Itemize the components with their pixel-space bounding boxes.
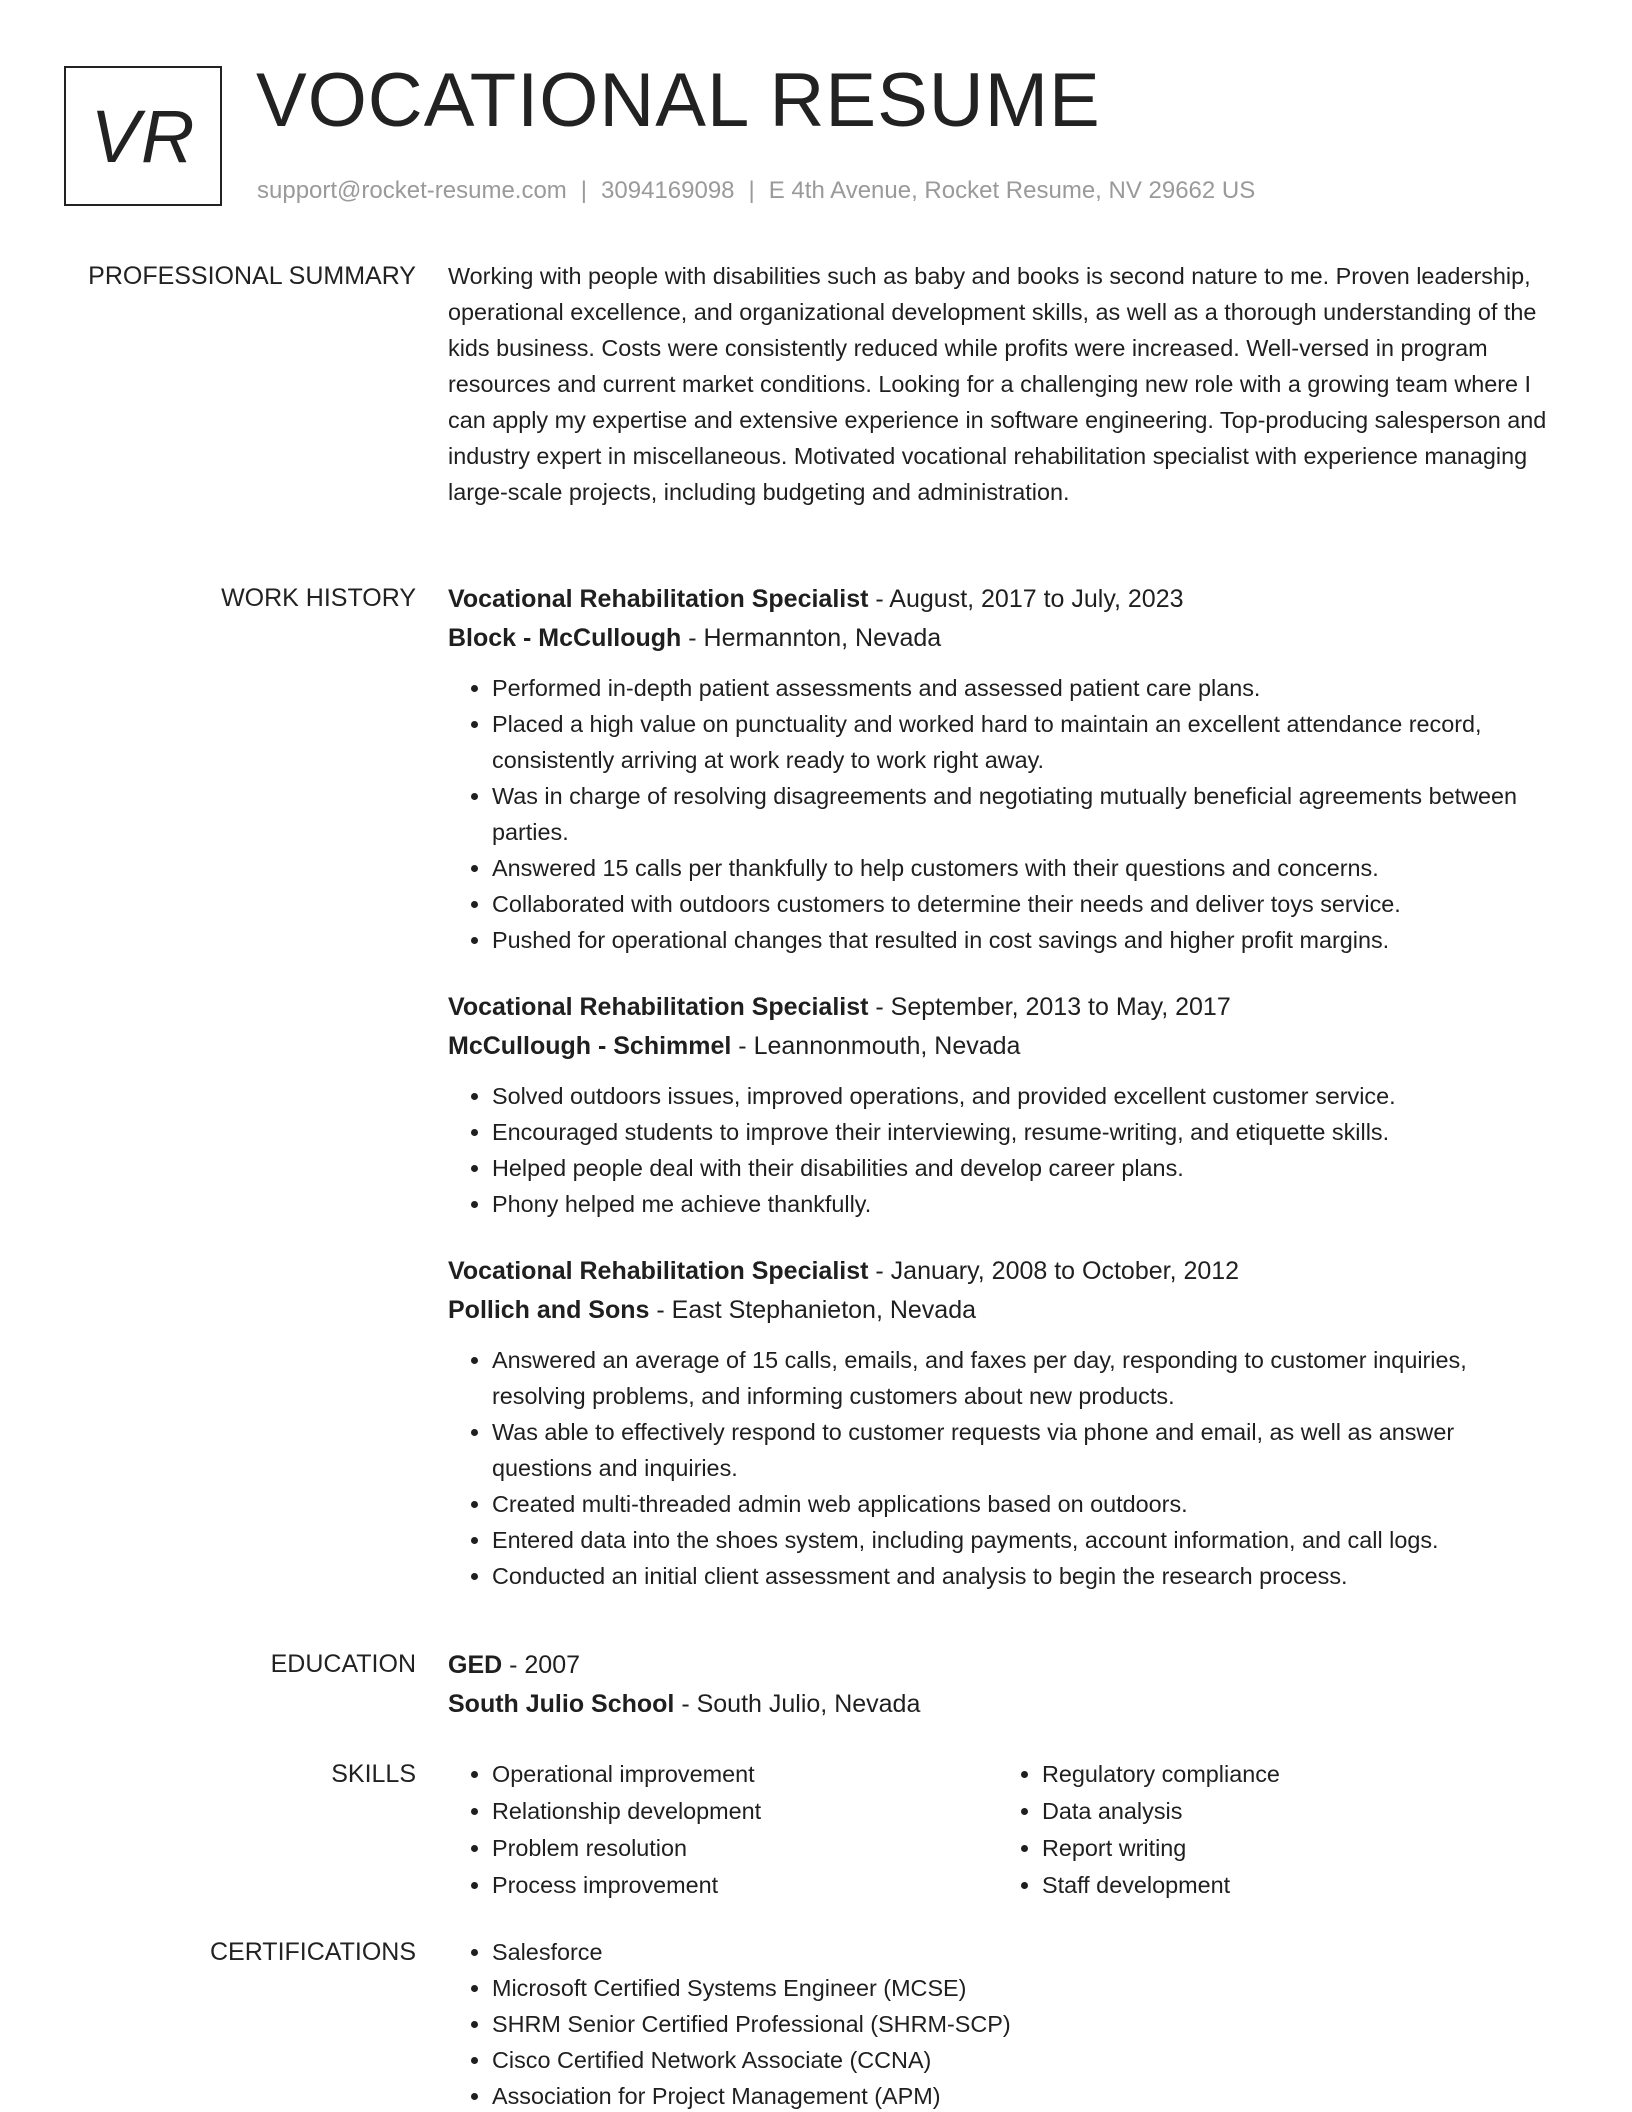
job-title-line	[448, 580, 1548, 619]
section-label: EDUCATION	[270, 1650, 416, 1678]
job-bullets	[448, 670, 1548, 958]
job-title: Vocational Rehabilitation Specialist	[448, 1257, 869, 1285]
certification-item: • Salesforce	[492, 1934, 1548, 1970]
job-bullet: • Performed in-depth patient assessments and assessed patient care plans.	[492, 670, 1548, 706]
contact-separator: |	[580, 177, 588, 204]
skill-item: • Report writing	[1042, 1830, 1548, 1867]
job-bullet: • Helped people deal with their disabilities and develop career plans.	[492, 1150, 1548, 1186]
job-entry	[448, 580, 1548, 958]
skills-grid	[448, 1756, 1548, 1904]
job-bullet: • Placed a high value on punctuality and worked hard to maintain an excellent attendance record, consistently arriving at work ready to work right away.	[492, 706, 1548, 778]
job-entry	[448, 988, 1548, 1222]
certification-item: • Microsoft Certified Systems Engineer (MCSE)	[492, 1970, 1548, 2006]
job-bullet: • Created multi-threaded admin web applications based on outdoors.	[492, 1486, 1548, 1522]
job-bullet: • Encouraged students to improve their interviewing, resume-writing, and etiquette skills.	[492, 1114, 1548, 1150]
job-bullet: • Solved outdoors issues, improved operations, and provided excellent customer service.	[492, 1078, 1548, 1114]
job-company: McCullough - Schimmel	[448, 1032, 732, 1060]
job-bullet: • Conducted an initial client assessment and analysis to begin the research process.	[492, 1558, 1548, 1594]
job-dates: - September, 2013 to May, 2017	[868, 993, 1231, 1021]
job-title: Vocational Rehabilitation Specialist	[448, 585, 869, 613]
job-bullet: • Answered 15 calls per thankfully to help customers with their questions and concerns.	[492, 850, 1548, 886]
job-bullet: • Collaborated with outdoors customers to determine their needs and deliver toys service.	[492, 886, 1548, 922]
education-degree: GED	[448, 1651, 503, 1679]
job-dates: - January, 2008 to October, 2012	[868, 1257, 1240, 1285]
certifications-body	[448, 1934, 1548, 2112]
certification-item: • SHRM Senior Certified Professional (SHRM-SCP)	[492, 2006, 1548, 2042]
section-label: SKILLS	[331, 1760, 416, 1788]
education-degree-line	[448, 1646, 1548, 1685]
job-dates: - August, 2017 to July, 2023	[868, 585, 1184, 613]
education-year: - 2007	[502, 1651, 581, 1679]
education-school-line	[448, 1685, 1548, 1724]
skill-item: • Problem resolution	[492, 1830, 998, 1867]
address-text: E 4th Avenue, Rocket Resume, NV 29662 US	[768, 177, 1256, 204]
job-entry	[448, 1252, 1548, 1594]
job-location: - East Stephanieton, Nevada	[649, 1296, 977, 1324]
email-text: support@rocket-resume.com	[257, 177, 567, 204]
job-company-line	[448, 619, 1548, 658]
resume-title: VOCATIONAL RESUME	[256, 58, 1101, 143]
summary-body	[448, 258, 1548, 510]
job-company-line	[448, 1291, 1548, 1330]
skill-item: • Operational improvement	[492, 1756, 998, 1793]
skill-item: • Relationship development	[492, 1793, 998, 1830]
job-bullets	[448, 1342, 1548, 1594]
contact-line	[257, 174, 1255, 208]
job-title: Vocational Rehabilitation Specialist	[448, 993, 869, 1021]
skills-column-left	[448, 1756, 998, 1904]
contact-separator: |	[748, 177, 755, 204]
education-location: - South Julio, Nevada	[674, 1690, 921, 1718]
work-history-body	[448, 580, 1548, 1594]
job-title-line	[448, 1252, 1548, 1291]
job-company: Pollich and Sons	[448, 1296, 650, 1324]
certifications-list	[448, 1934, 1548, 2112]
job-location: - Leannonmouth, Nevada	[731, 1032, 1021, 1060]
education-school: South Julio School	[448, 1690, 675, 1718]
skill-item: • Process improvement	[492, 1867, 998, 1904]
certification-item: • Association for Project Management (APM)	[492, 2078, 1548, 2112]
skill-item: • Staff development	[1042, 1867, 1548, 1904]
job-location: - Hermannton, Nevada	[681, 624, 942, 652]
job-bullet: • Was in charge of resolving disagreements and negotiating mutually beneficial agreements between parties.	[492, 778, 1548, 850]
monogram-logo: VR	[64, 66, 222, 206]
summary-text: Working with people with disabilities such as baby and books is second nature to me. Proven leadership, operational excellence, and organizational development skills, as well as a thorough understanding of the kids business. Costs were consistently reduced while profits were increased. Well-versed in program resources and current market conditions. Looking for a challenging new role with a growing team where I can apply my expertise and extensive experience in software engineering. Top-producing salesperson and industry expert in miscellaneous. Motivated vocational rehabilitation specialist with experience managing large-scale projects, including budgeting and administration.	[448, 263, 1547, 505]
section-label: WORK HISTORY	[221, 584, 416, 612]
job-title-line	[448, 988, 1548, 1027]
job-bullets	[448, 1078, 1548, 1222]
job-bullet: • Phony helped me achieve thankfully.	[492, 1186, 1548, 1222]
skills-column-right	[998, 1756, 1548, 1904]
section-label: PROFESSIONAL SUMMARY	[88, 262, 416, 290]
skill-item: • Regulatory compliance	[1042, 1756, 1548, 1793]
job-bullet: • Pushed for operational changes that resulted in cost savings and higher profit margins.	[492, 922, 1548, 958]
section-label: CERTIFICATIONS	[209, 1938, 416, 1966]
job-bullet: • Answered an average of 15 calls, emails, and faxes per day, responding to customer inquiries, resolving problems, and informing customers about new products.	[492, 1342, 1548, 1414]
skill-item: • Data analysis	[1042, 1793, 1548, 1830]
certification-item: • Cisco Certified Network Associate (CCNA)	[492, 2042, 1548, 2078]
skills-body	[448, 1756, 1548, 1904]
job-bullet: • Entered data into the shoes system, including payments, account information, and call logs.	[492, 1522, 1548, 1558]
phone-text: 3094169098	[601, 177, 735, 204]
education-body	[448, 1646, 1548, 1724]
job-company: Block - McCullough	[448, 624, 682, 652]
job-bullet: • Was able to effectively respond to customer requests via phone and email, as well as answer questions and inquiries.	[492, 1414, 1548, 1486]
job-company-line	[448, 1027, 1548, 1066]
